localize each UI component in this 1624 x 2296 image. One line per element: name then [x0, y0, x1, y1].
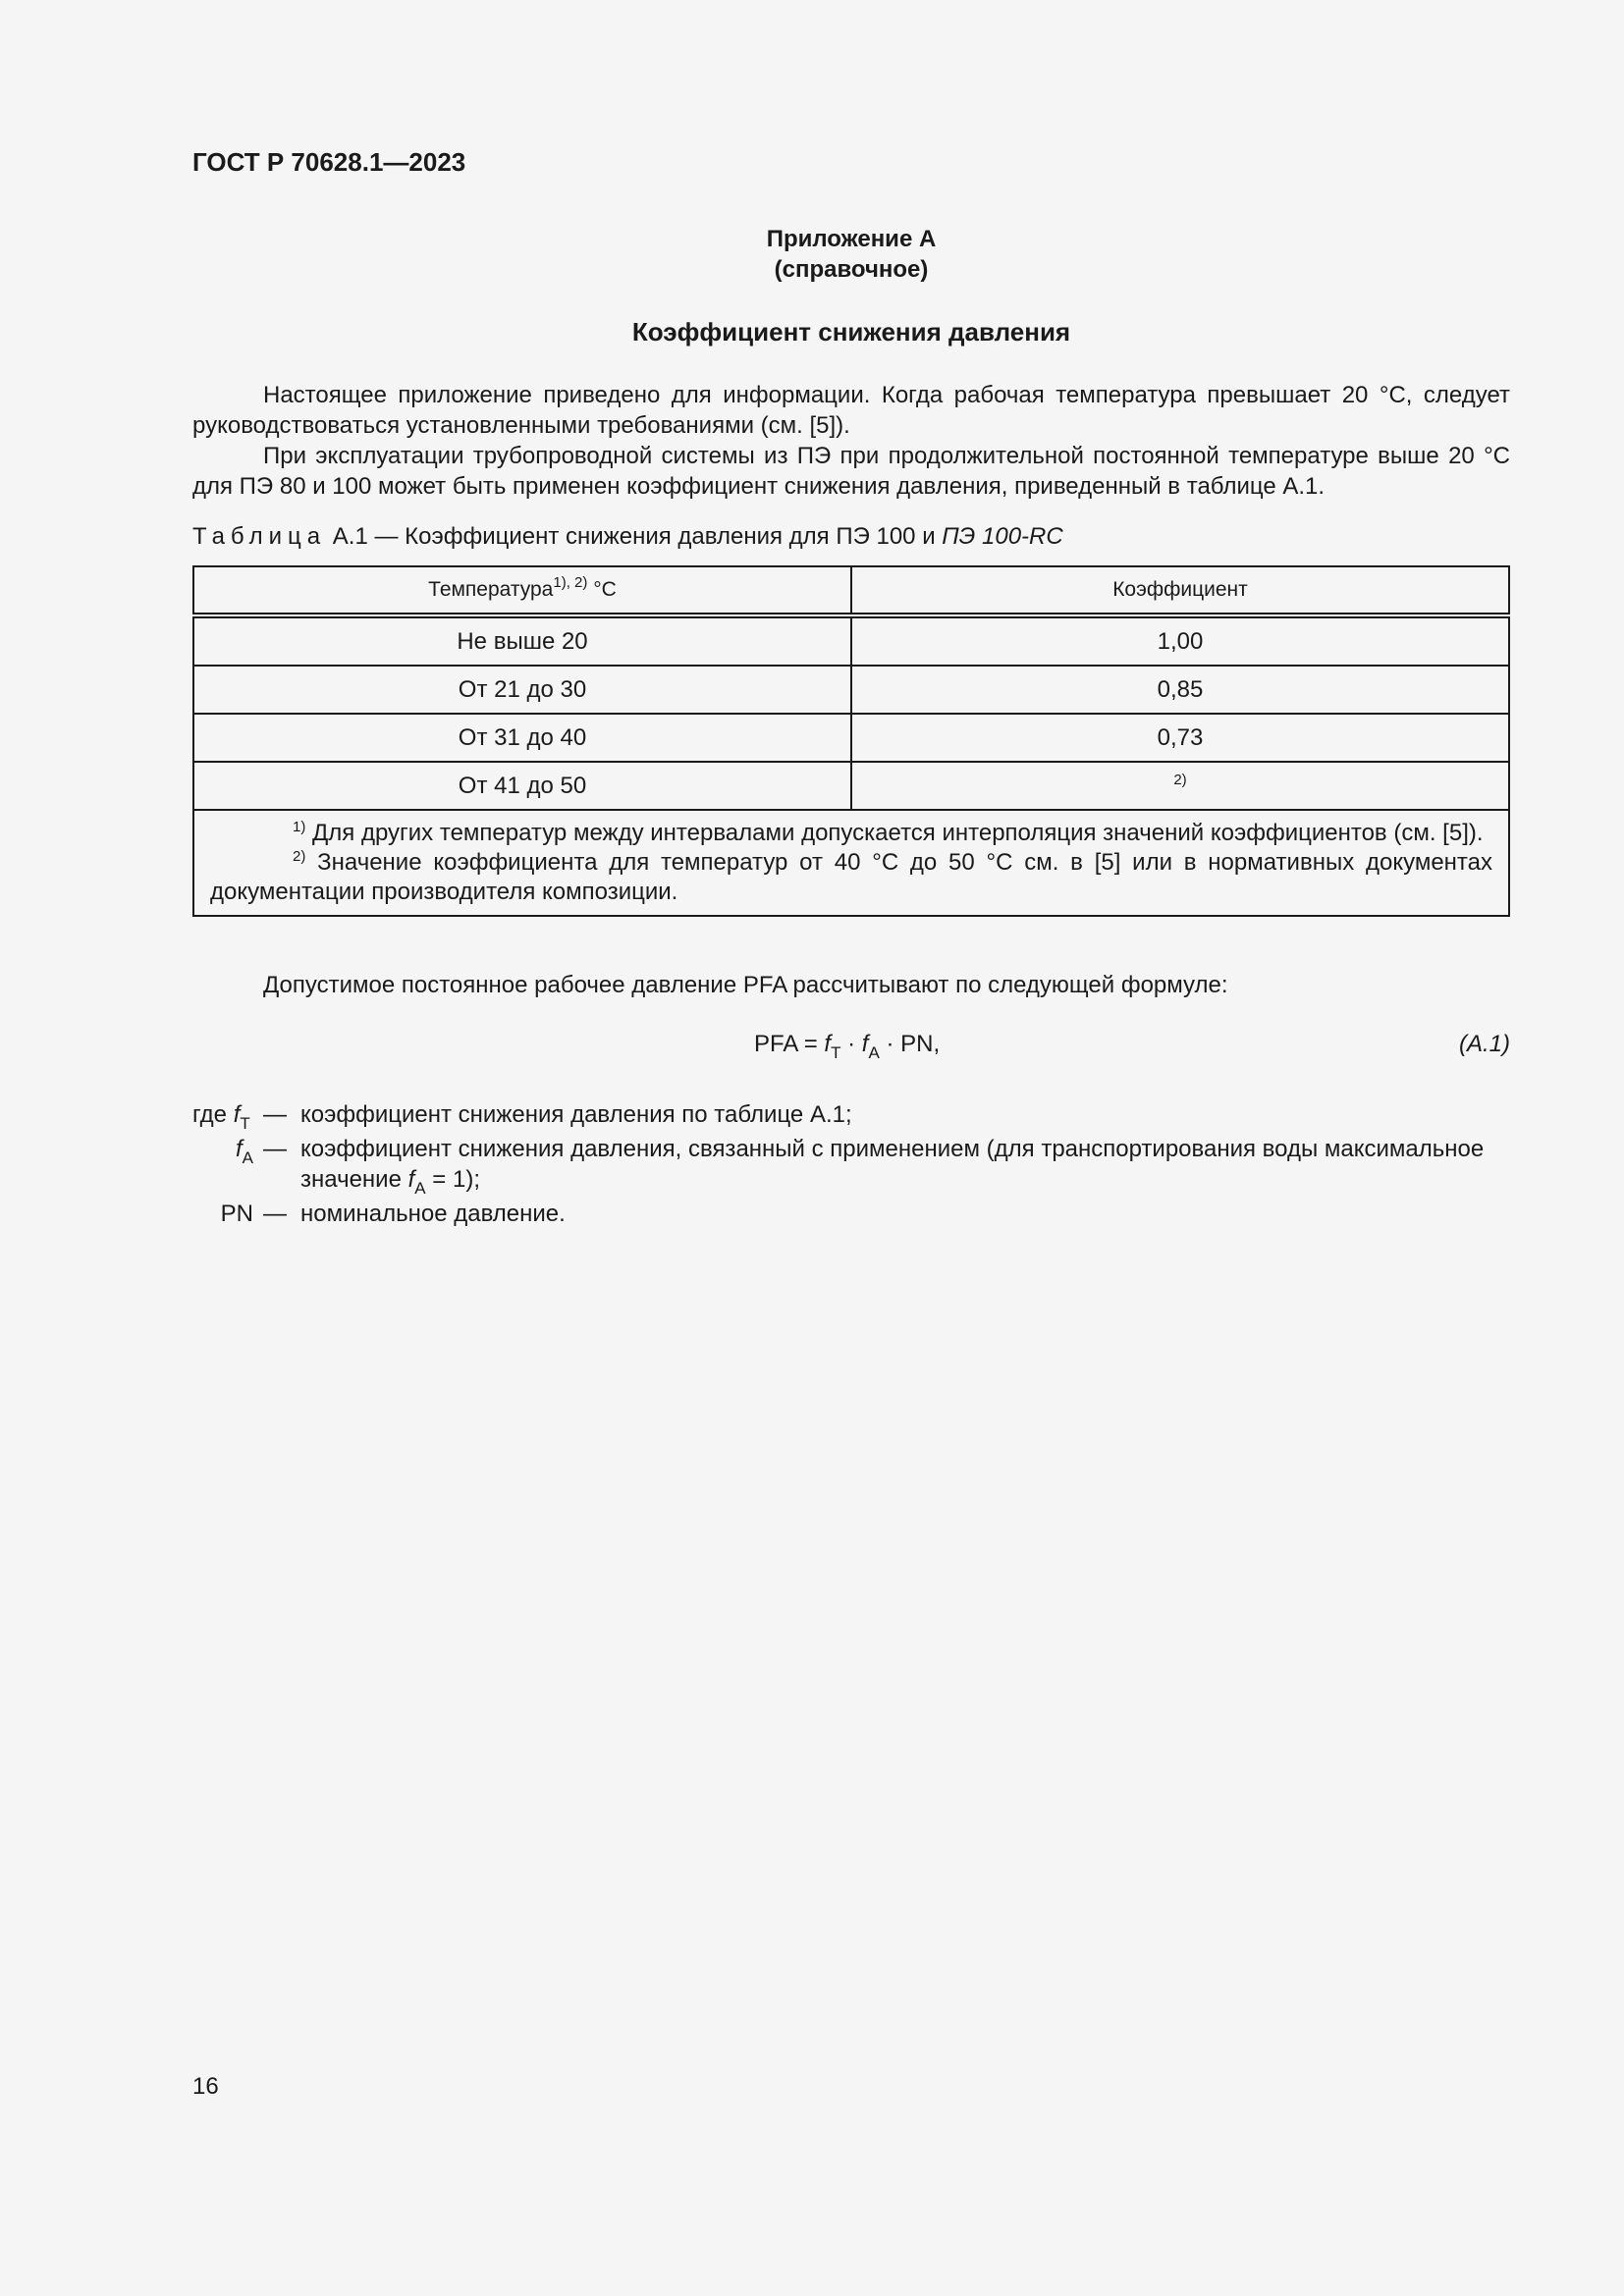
legend-item: где $f_T$ — коэффициент снижения давления по таблице А.1;	[192, 1101, 852, 1133]
footnote-marker: 2)	[1173, 771, 1187, 788]
table-header-row	[193, 566, 1509, 615]
temperature-cell: От 31 до 40	[193, 714, 851, 762]
table-caption	[192, 523, 1510, 551]
paragraph: Настоящее приложение приведено для информации. Когда рабочая температура превышает 20 °С, следует руководствоваться установленными требованиями (см. [5]).	[192, 382, 1510, 439]
document-header: ГОСТ Р 70628.1—2023	[192, 147, 466, 177]
intro-text	[192, 380, 1510, 502]
table-note-2: $^{2)}$ Значение коэффициента для температур от 40 °С до 50 °С см. в [5] или в нормативных документах документации производителя композиции.	[210, 848, 1493, 905]
coefficient-cell: 1,00	[851, 615, 1509, 666]
formula-intro: Допустимое постоянное рабочее давление PFA рассчитывают по следующей формуле:	[263, 972, 1228, 998]
table-caption-word: Таблица	[192, 523, 327, 550]
coefficient-cell	[851, 762, 1509, 810]
table-notes-row	[193, 810, 1509, 916]
legend-item: $f_A$ — коэффициент снижения давления, связанный с применением (для транспортирования воды максимальное значение $f_A = 1$);	[235, 1136, 1485, 1198]
paragraph: При эксплуатации трубопроводной системы из ПЭ при продолжительной постоянной температуре выше 20 °С для ПЭ 80 и 100 может быть применен коэффициент снижения давления, приведенный в таблице А.1.	[192, 443, 1510, 500]
temperature-cell: От 21 до 30	[193, 666, 851, 714]
coefficient-table	[192, 565, 1510, 917]
column-header-coefficient: Коэффициент	[851, 566, 1509, 615]
coefficient-cell: 0,73	[851, 714, 1509, 762]
page-number: 16	[192, 2073, 219, 2100]
annex-name: Приложение А	[766, 226, 937, 252]
annex-heading	[192, 224, 1510, 285]
annex-kind: (справочное)	[774, 256, 929, 283]
coefficient-cell: 0,85	[851, 666, 1509, 714]
formula-number: (A.1)	[1458, 1031, 1510, 1057]
formula-expression: PFA = $f_T \cdot f_A$ · PN,	[754, 1031, 941, 1062]
table-caption-italic: ПЭ 100-RC	[942, 523, 1063, 550]
table-notes	[193, 810, 1509, 916]
table-note-1: $^{1)}$ Для других температур между интервалами допускается интерполяция значений коэффициентов (см. [5]).	[293, 819, 1484, 846]
legend-item: PN — номинальное давление.	[220, 1201, 566, 1227]
table-row	[193, 714, 1509, 762]
column-header-temperature: Температура$^{1), 2)}$ °С	[193, 566, 851, 615]
formula	[192, 1031, 1510, 1070]
section-title: Коэффициент снижения давления	[631, 317, 1071, 347]
table-row	[193, 615, 1509, 666]
temperature-cell: Не выше 20	[193, 615, 851, 666]
table-row	[193, 762, 1509, 810]
table-row	[193, 666, 1509, 714]
temperature-cell: От 41 до 50	[193, 762, 851, 810]
where-legend	[192, 1099, 1510, 1233]
table-caption-text: А.1 — Коэффициент снижения давления для ПЭ 100 и	[332, 523, 936, 550]
